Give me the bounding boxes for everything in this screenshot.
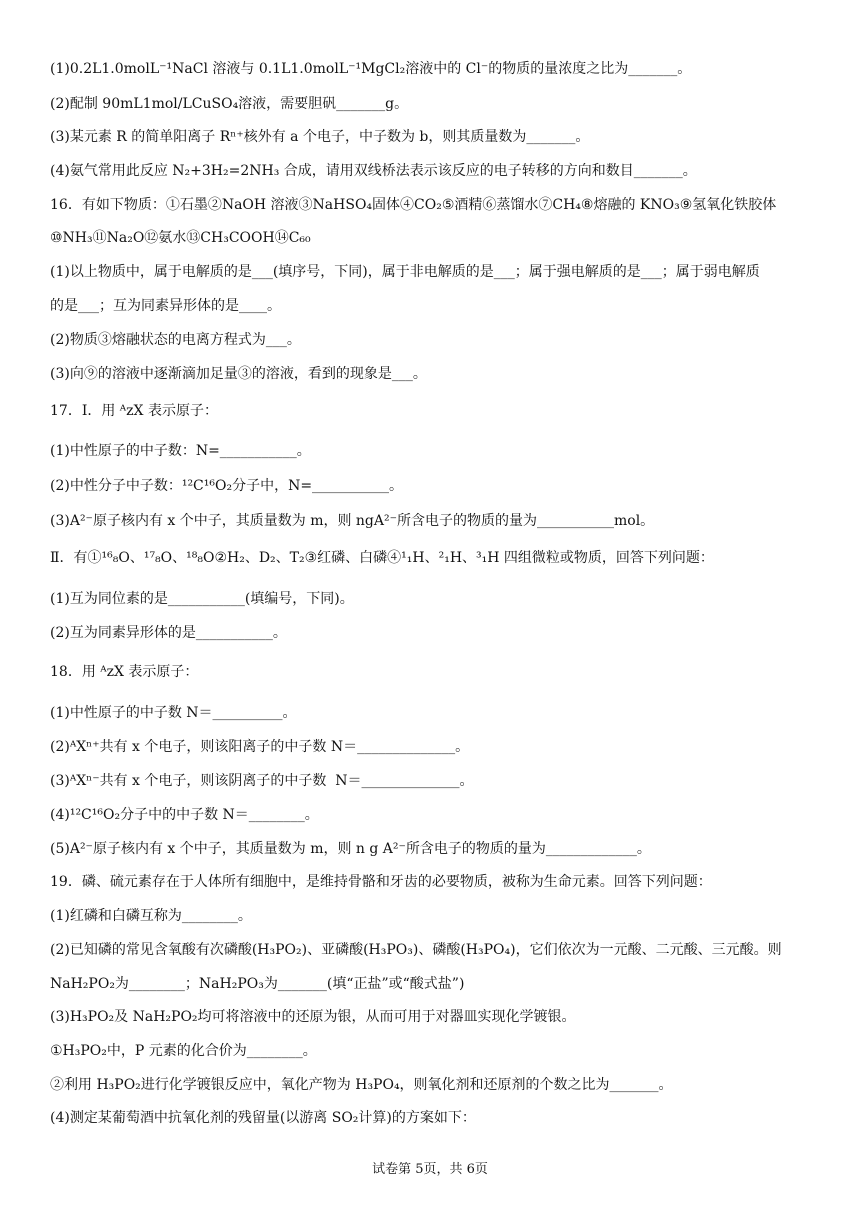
question-line bbox=[50, 441, 810, 461]
question-line bbox=[50, 330, 810, 350]
line-text: (1)中性原子的中子数：N=___________。 bbox=[50, 443, 311, 459]
question-line bbox=[50, 623, 810, 643]
line-text: (2)中性分子中子数：¹²C¹⁶O₂分子中，N=___________。 bbox=[50, 478, 404, 494]
line-text: ⑩NH₃⑪Na₂O⑫氨水⑬CH₃COOH⑭C₆₀ bbox=[50, 230, 311, 246]
line-text: (3)A²⁻原子核内有 x 个中子，其质量数为 m，则 ngA²⁻所含电子的物质的量为___________mol。 bbox=[50, 513, 655, 529]
question-line bbox=[50, 737, 810, 757]
line-text: ②利用 H₃PO₂进行化学镀银反应中，氧化产物为 H₃PO₄，则氧化剂和还原剂的个数之比为_______。 bbox=[50, 1077, 673, 1093]
question-line bbox=[50, 589, 810, 609]
line-text: (3)ᴬXⁿ⁻共有 x 个电子，则该阴离子的中子数 N＝______________。 bbox=[50, 773, 474, 789]
line-text: 18．用 ᴬzX 表示原子： bbox=[50, 664, 199, 680]
line-text: (5)A²⁻原子核内有 x 个中子，其质量数为 m，则 n g A²⁻所含电子的物质的量为_____________。 bbox=[50, 841, 651, 857]
line-text: (2)配制 90mL1mol/LCuSO₄溶液，需要胆矾_______g。 bbox=[50, 96, 409, 112]
question-line bbox=[50, 839, 810, 859]
line-text: 的是___；互为同素异形体的是____。 bbox=[50, 298, 281, 314]
line-text: (2)物质③熔融状态的电离方程式为___。 bbox=[50, 332, 301, 348]
question-line bbox=[50, 94, 810, 114]
question-line bbox=[50, 1075, 810, 1095]
question-16-line bbox=[50, 195, 810, 215]
line-text: (1)以上物质中，属于电解质的是___(填序号，下同)，属于非电解质的是___；属于强电解质的是___；属于弱电解质 bbox=[50, 264, 760, 280]
question-17-line bbox=[50, 401, 810, 421]
question-line bbox=[50, 127, 810, 147]
line-text: Ⅱ．有①¹⁶₈O、¹⁷₈O、¹⁸₈O②H₂、D₂、T₂③红磷、白磷④¹₁H、²₁H、³₁H 四组微粒或物质，回答下列问题： bbox=[50, 550, 714, 566]
question-line bbox=[50, 1108, 810, 1128]
question-line bbox=[50, 974, 810, 994]
question-line bbox=[50, 548, 810, 568]
question-line bbox=[50, 296, 810, 316]
line-text: (1)互为同位素的是___________(填编号，下同)。 bbox=[50, 591, 354, 607]
question-line bbox=[50, 771, 810, 791]
line-text: (4)测定某葡萄酒中抗氧化剂的残留量(以游离 SO₂计算)的方案如下： bbox=[50, 1110, 476, 1126]
line-text: (3)H₃PO₂及 NaH₂PO₂均可将溶液中的还原为银，从而可用于对器皿实现化学镀银。 bbox=[50, 1009, 576, 1025]
question-line bbox=[50, 476, 810, 496]
question-line bbox=[50, 511, 810, 531]
line-text: (4)¹²C¹⁶O₂分子中的中子数 N＝________。 bbox=[50, 807, 319, 823]
question-line bbox=[50, 59, 810, 79]
line-text: 16．有如下物质：①石墨②NaOH 溶液③NaHSO₄固体④CO₂⑤酒精⑥蒸馏水⑦CH₄⑧熔融的 KNO₃⑨氢氧化铁胶体 bbox=[50, 197, 777, 213]
question-18-line bbox=[50, 662, 810, 682]
question-line bbox=[50, 906, 810, 926]
question-line bbox=[50, 1007, 810, 1027]
line-text: (2)已知磷的常见含氧酸有次磷酸(H₃PO₂)、亚磷酸(H₃PO₃)、磷酸(H₃PO₄)，它们依次为一元酸、二元酸、三元酸。则 bbox=[50, 942, 782, 958]
line-text: (2)互为同素异形体的是___________。 bbox=[50, 625, 287, 641]
question-line bbox=[50, 1041, 810, 1061]
line-text: (1)0.2L1.0molL⁻¹NaCl 溶液与 0.1L1.0molL⁻¹MgCl₂溶液中的 Cl⁻的物质的量浓度之比为_______。 bbox=[50, 61, 692, 77]
line-text: (3)向⑨的溶液中逐渐滴加足量③的溶液，看到的现象是___。 bbox=[50, 366, 427, 382]
line-text: (1)中性原子的中子数 N＝__________。 bbox=[50, 705, 297, 721]
question-line bbox=[50, 161, 810, 181]
line-text: 19．磷、硫元素存在于人体所有细胞中，是维持骨骼和牙齿的必要物质，被称为生命元素。回答下列问题： bbox=[50, 874, 712, 890]
line-text: NaH₂PO₂为________；NaH₂PO₃为_______(填“正盐”或“酸式盐”) bbox=[50, 976, 465, 992]
line-text: (1)红磷和白磷互称为________。 bbox=[50, 908, 252, 924]
question-19-line bbox=[50, 872, 810, 892]
line-text: 17．Ⅰ．用 ᴬzX 表示原子： bbox=[50, 403, 218, 419]
question-line bbox=[50, 364, 810, 384]
line-text: (3)某元素 R 的简单阳离子 Rⁿ⁺核外有 a 个电子，中子数为 b，则其质量数为_______。 bbox=[50, 129, 590, 145]
line-text: ①H₃PO₂中，P 元素的化合价为________。 bbox=[50, 1043, 317, 1059]
question-16-line bbox=[50, 228, 810, 248]
question-line bbox=[50, 703, 810, 723]
question-line bbox=[50, 940, 810, 960]
question-line bbox=[50, 805, 810, 825]
page-footer: 试卷第 5页，共 6页 bbox=[372, 1162, 488, 1177]
line-text: (4)氨气常用此反应 N₂+3H₂=2NH₃ 合成，请用双线桥法表示该反应的电子转移的方向和数目_______。 bbox=[50, 163, 697, 179]
question-line bbox=[50, 262, 810, 282]
line-text: (2)ᴬXⁿ⁺共有 x 个电子，则该阳离子的中子数 N＝______________。 bbox=[50, 739, 470, 755]
